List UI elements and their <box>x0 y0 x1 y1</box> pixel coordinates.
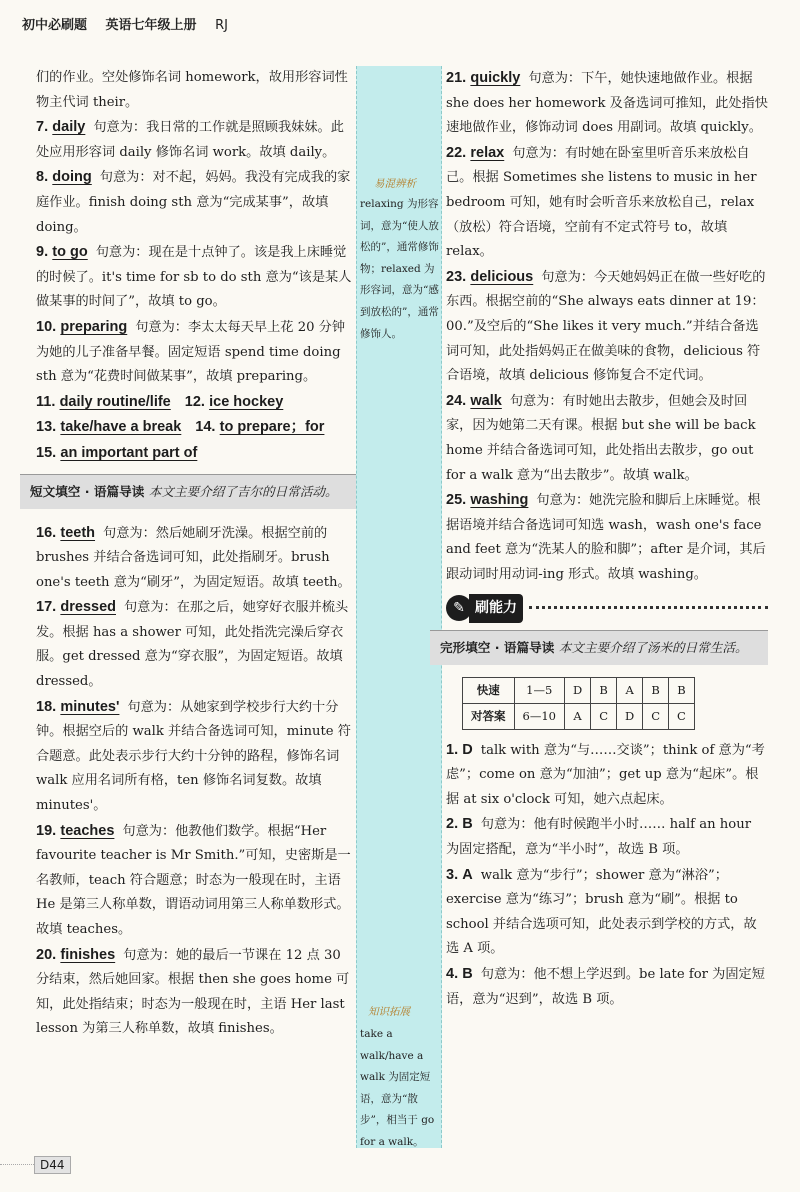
answer-word: finishes <box>60 946 116 963</box>
left-answer-column <box>30 66 356 1042</box>
explanation-text: 句意为：有时她在卧室里听音乐来放松自己。根据 Sometimes she listens to music in her bedroom 可知，她有时会听音乐来放松自己，relax（放松）符合语境，空前有不定式符号 to，故填 relax。 <box>446 145 757 260</box>
quick-answer-row <box>463 704 695 730</box>
answer-item <box>36 390 356 416</box>
answer-word: dressed <box>60 599 116 616</box>
explanation-text: 句意为：下午，她快速地做作业。根据 she does her homework 及备选词可推知，此处指快速地做作业，修饰动词 does 用副词。故填 quickly。 <box>446 71 768 136</box>
item-number: 7. <box>36 119 49 136</box>
explanation-text: 句意为：从她家到学校步行大约十分钟。根据空后的 walk 并结合备选词可知，minute 符合题意。此处表示步行大约十分钟的路程，修饰名词 walk 应用名词所有格，ten 修饰名词复数。故填 minutes'。 <box>36 699 351 814</box>
answer-item <box>446 863 768 962</box>
answer-word: D <box>462 741 473 758</box>
item-number: 10. <box>36 318 57 335</box>
explanation-text: 句意为：他教他们数学。根据“Her favourite teacher is Mr Smith.”可知，史密斯是一名教师，teach 符合题意；时态为一般现在时，主语 He 是第三人称单数，谓语动词用第三人称单数形式。故填 teaches。 <box>36 823 351 937</box>
item-number: 3. <box>446 866 459 883</box>
reading-guide-box <box>430 630 768 665</box>
answer-item <box>36 695 356 819</box>
quick-answer-cell: D <box>564 678 590 704</box>
answer-word: to prepare；for <box>219 419 325 436</box>
item-number: 14. <box>195 419 216 436</box>
quick-answer-cell: D <box>617 704 643 730</box>
dotted-rule <box>529 606 768 609</box>
item-number: 15. <box>36 444 57 461</box>
answer-item <box>36 115 356 165</box>
quick-answer-range: 1—5 <box>514 678 564 704</box>
item-number: 17. <box>36 599 57 616</box>
answer-item <box>36 943 356 1042</box>
note-extension: take a walk/have a walk 为固定短语，意为“散步”，相当于 go for a walk。 <box>360 1028 435 1148</box>
quick-answer-cell: A <box>564 704 590 730</box>
quick-answer-cell: B <box>591 678 617 704</box>
explanation-text: 句意为：李太太每天早上花 20 分钟为她的儿子准备早餐。固定短语 spend time doing sth 意为“花费时间做某事”，故填 preparing。 <box>36 319 346 385</box>
footer-line <box>0 1164 34 1165</box>
answer-word: daily routine/life <box>59 393 171 410</box>
reading-guide-body: 本文主要介绍了吉尔的日常活动。 <box>148 483 338 499</box>
explanation-text: walk 意为“步行”；shower 意为“淋浴”；exercise 意为“练习”；brush 意为“刷”。根据 to school 并结合选项可知，此处表示到学校的方式，故选 A 项。 <box>446 867 757 957</box>
answer-item <box>36 441 356 467</box>
answer-item <box>446 738 768 813</box>
edition-label: RJ <box>215 18 228 33</box>
item-number: 8. <box>36 169 49 186</box>
quick-answer-table <box>462 677 695 729</box>
answer-word: ice hockey <box>209 393 284 410</box>
answer-item <box>446 66 768 141</box>
answer-item <box>446 812 768 862</box>
note-tag-extension: 知识拓展 <box>368 1006 410 1018</box>
explanation-text: 句意为：有时她出去散步，但她会及时回家，因为她第二天有课。根据 but she will be back home 并结合备选词可知，此处指出去散步，go out for a walk 意为“出去散步”。故填 walk。 <box>446 393 756 483</box>
quick-answer-cell: B <box>669 678 695 704</box>
quick-answer-row <box>463 678 695 704</box>
right-answer-column <box>440 66 768 1012</box>
answer-item <box>36 315 356 390</box>
answer-word: daily <box>52 119 86 136</box>
explanation-text: 句意为：然后她刷牙洗澡。根据空前的 brushes 并结合备选词可知，此处指刷牙。brush one's teeth 意为“刷牙”，为固定短语。故填 teeth。 <box>36 525 351 590</box>
answer-item <box>36 66 356 115</box>
explanation-text: 句意为：我日常的工作就是照顾我妹妹。此处应用形容词 daily 修饰名词 work。故填 daily。 <box>36 120 344 160</box>
answer-word: preparing <box>60 318 128 335</box>
answer-word: take/have a break <box>60 419 182 436</box>
item-number: 9. <box>36 244 49 261</box>
quick-answer-header: 对答案 <box>463 704 515 730</box>
item-number: 1. <box>446 741 459 758</box>
item-number: 21. <box>446 70 467 86</box>
page-header <box>22 14 242 33</box>
quick-answer-range: 6—10 <box>514 704 564 730</box>
explanation-text: 句意为：他不想上学迟到。be late for 为固定短语，意为“迟到”，故选 B 项。 <box>446 967 765 1007</box>
answer-word: teaches <box>60 822 115 839</box>
item-number: 24. <box>446 392 467 409</box>
answer-item <box>446 488 768 587</box>
explanation-text: talk with 意为“与……交谈”；think of 意为“考虑”；come on 意为“加油”；get up 意为“起床”。根据 at six o'clock 可知，她六点起床。 <box>446 742 765 807</box>
quick-answer-cell: C <box>643 704 669 730</box>
answer-item <box>36 521 356 596</box>
explanation-text: 句意为：对不起，妈妈。我没有完成我的家庭作业。finish doing sth 意为“完成某事”，故填 doing。 <box>36 170 351 235</box>
item-number: 12. <box>184 393 205 410</box>
answer-word: quickly <box>470 70 521 86</box>
answer-item <box>446 962 768 1012</box>
brush-icon: ✎ <box>446 595 472 621</box>
explanation-text: 们的作业。空处修饰名词 homework，故用形容词性物主代词 their。 <box>36 70 348 110</box>
answer-word: doing <box>52 169 92 186</box>
item-number: 16. <box>36 524 57 541</box>
answer-word: to go <box>52 244 88 261</box>
item-number: 25. <box>446 492 467 509</box>
item-number: 13. <box>36 419 57 436</box>
item-number: 20. <box>36 946 57 963</box>
answer-item <box>36 415 356 441</box>
quick-answer-cell: A <box>617 678 643 704</box>
answer-word: an important part of <box>60 444 198 461</box>
answer-item <box>446 265 768 389</box>
item-number: 22. <box>446 144 467 161</box>
explanation-text: 句意为：她的最后一节课在 12 点 30 分结束，然后她回家。根据 then she goes home 可知，此处指结束；时态为一般现在时，主语 Her last lesson 为第三人称单数，故填 finishes。 <box>36 947 350 1037</box>
answer-item <box>446 389 768 488</box>
reading-guide-box <box>20 474 356 509</box>
explanation-text: 句意为：今天她妈妈正在做一些好吃的东西。根据空前的“She always eats dinner at 19：00.”及空后的“She likes it very much.”并结合备选词可知，此处指妈妈正在做美味的食物，delicious 符合语境，故填 delicious 修饰复合不定代词。 <box>446 269 766 384</box>
answer-word: teeth <box>60 524 96 541</box>
answer-word: relax <box>470 144 505 161</box>
answer-word: B <box>462 816 473 833</box>
book-title: 初中必刷题 <box>22 18 88 33</box>
explanation-text: 句意为：她洗完脸和脚后上床睡觉。根据语境并结合备选词可知选 wash，wash one's face and feet 意为“洗某人的脸和脚”；after 是介词，其后跟动词时用动词-ing 形式。故填 washing。 <box>446 493 766 582</box>
explanation-text: 句意为：在那之后，她穿好衣服并梳头发。根据 has a shower 可知，此处指洗完澡后穿衣服。get dressed 意为“穿衣服”，为固定短语。故填 dressed。 <box>36 600 349 690</box>
answer-word: B <box>462 966 473 982</box>
answer-word: washing <box>470 492 529 509</box>
reading-guide-title: 短文填空 · 语篇导读 <box>30 483 145 499</box>
item-number: 2. <box>446 816 459 833</box>
section-heading <box>446 593 768 623</box>
item-number: 23. <box>446 268 467 285</box>
item-number: 19. <box>36 822 57 839</box>
item-number: 4. <box>446 966 459 982</box>
reading-guide-body: 本文主要介绍了汤米的日常生活。 <box>558 640 748 656</box>
quick-answer-cell: B <box>643 678 669 704</box>
item-number: 18. <box>36 698 57 715</box>
section-heading-label: 刷能力 <box>469 594 523 623</box>
explanation-text: 句意为：他有时候跑半小时…… half an hour 为固定搭配，意为“半小时”，故选 B 项。 <box>446 817 752 858</box>
answer-word: A <box>462 866 473 883</box>
answer-word: walk <box>470 392 502 409</box>
explanation-text: 句意为：现在是十点钟了。该是我上床睡觉的时候了。it's time for sb to do sth 意为“该是某人做某事的时间了”，故填 to go。 <box>36 245 352 310</box>
reading-guide-title: 完形填空 · 语篇导读 <box>440 640 555 656</box>
answer-item <box>36 240 356 315</box>
quick-answer-cell: C <box>591 704 617 730</box>
page-number: D44 <box>34 1156 71 1174</box>
answer-item <box>36 165 356 240</box>
subject-title: 英语七年级上册 <box>105 18 197 33</box>
quick-answer-cell: C <box>669 704 695 730</box>
note-tag-confusion: 易混辨析 <box>374 178 416 190</box>
answer-word: minutes' <box>60 698 120 715</box>
quick-answer-header: 快速 <box>463 678 515 704</box>
answer-item <box>446 141 768 265</box>
item-number: 11. <box>36 393 56 410</box>
answer-word: delicious <box>470 268 534 285</box>
answer-item <box>36 819 356 943</box>
answer-item <box>36 595 356 694</box>
note-confusion: relaxing 为形容词，意为“使人放松的”，通常修饰物；relaxed 为形容词，意为“感到放松的”，通常修饰人。 <box>360 198 439 340</box>
